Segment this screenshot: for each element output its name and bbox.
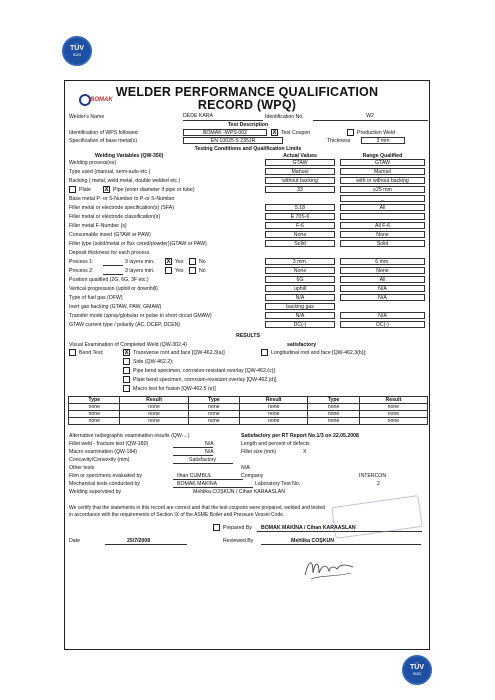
variable-label: Type of fuel gas (OFW)	[69, 295, 123, 301]
fillet-label: Fillet weld - fracture test (QW-180)	[69, 441, 149, 447]
table-cell: none	[308, 404, 359, 411]
variable-actual: backing gas	[265, 303, 335, 310]
mech-value: BOMAK MAKINA	[177, 481, 218, 487]
variable-actual: 33	[265, 186, 335, 193]
tuv-logo-bottom: TÜV SÜD	[402, 655, 432, 685]
process-2-label: Process 2:	[69, 268, 94, 274]
table-header-row	[69, 397, 428, 404]
prepared-value: BOMAK MAKİNA / Cihan KARAASLAN	[261, 525, 356, 531]
variable-label: Vertical progression (uphill or downhill)	[69, 286, 158, 292]
variable-range: N/A	[340, 312, 425, 319]
table-cell: none	[359, 404, 427, 411]
bend-side-label: Side (QW-462.2);	[133, 359, 174, 365]
company-label: Company	[241, 473, 264, 479]
base-metal-label: Specification of base metal(s)	[69, 138, 138, 144]
variable-actual: F-6	[265, 222, 335, 229]
concavity-underline	[173, 463, 233, 464]
tuv-logo-top: TÜV SÜD	[62, 36, 92, 66]
table-cell: none	[188, 404, 239, 411]
table-header: Result	[359, 397, 427, 404]
bomak-logo: BOMAK	[79, 94, 115, 110]
table-header: Result	[240, 397, 308, 404]
variable-range: with or without backing	[340, 177, 425, 184]
table-cell: none	[240, 411, 308, 418]
process-2-layers: 3 layers min.	[125, 268, 155, 274]
variable-label: Filler type (solid/metal or flux cored/powder)(GTAW or PAW)	[69, 241, 207, 247]
table-cell: none	[120, 411, 188, 418]
alt-rt-value: Satisfactory per RT Report No.1/3 on 22.05.2008	[241, 433, 359, 439]
wps-label: Identification of WPS followed	[69, 130, 138, 136]
variable-actual: N/A	[265, 312, 335, 319]
fillet-underline	[173, 447, 213, 448]
length-defects-label: Length and percent of defects	[241, 441, 310, 447]
visual-exam-value: satisfactory	[287, 342, 317, 348]
variable-label: Inert gas backing (GTAW, PAW, GMAW)	[69, 304, 162, 310]
variable-actual: DC(-)	[265, 321, 335, 328]
variable-range: All F-6	[340, 222, 425, 229]
variable-label: Filler metal F-Number (s)	[69, 223, 127, 229]
macro-fusion-checkbox[interactable]	[123, 385, 130, 392]
variable-range: _	[340, 195, 425, 202]
bend-pipe-label: Pipe bend specimen, corrosion-resistant overlay [QW-462.(c)]	[133, 368, 275, 374]
variable-range: Solid	[340, 240, 425, 247]
lab-label: Laboratory Test No.	[255, 481, 301, 487]
variable-range: 6 mm.	[340, 258, 425, 265]
table-header: Type	[188, 397, 239, 404]
bend-pipe-checkbox[interactable]	[123, 367, 130, 374]
fillet-size-label: Fillet size (mm)	[241, 449, 277, 455]
variable-actual: None	[265, 231, 335, 238]
variable-actual: without backing	[265, 177, 335, 184]
variable-actual: None	[265, 267, 335, 274]
id-underline	[313, 120, 428, 121]
alt-rt-label: Alternative radiographic examination results (QW-...)	[69, 433, 190, 439]
macro-value: N/A	[205, 449, 214, 455]
reviewed-value: Mehlika COŞKUN	[291, 538, 334, 544]
variable-range: N/A	[340, 285, 425, 292]
thickness-value: 3 mm	[361, 137, 405, 144]
id-label: Identification No.	[265, 114, 304, 120]
other-tests-label: Other tests	[69, 465, 95, 471]
fillet-value: N/A	[205, 441, 214, 447]
film-underline	[173, 479, 243, 480]
table-row	[69, 418, 428, 425]
mech-underline	[173, 487, 253, 488]
prepared-label: Prepared By	[223, 525, 252, 531]
table-cell: none	[188, 418, 239, 425]
bend-test-label: Bend Test;	[79, 350, 104, 356]
macro-underline	[173, 455, 213, 456]
welder-underline	[183, 120, 263, 121]
variable-label: Welding process(es)	[69, 160, 117, 166]
results-heading: RESULTS	[236, 333, 260, 339]
variable-label: Filler metal or electrode classification(s)	[69, 214, 161, 220]
results-table	[68, 396, 428, 425]
variable-label: Deposit thickness for each process	[69, 250, 150, 256]
variable-actual: GTAW	[265, 159, 335, 166]
variable-range: DC(-)	[340, 321, 425, 328]
company-stamp	[331, 495, 423, 539]
process-1-no-label: No	[199, 259, 206, 265]
process-1-label: Process 1:	[69, 259, 94, 265]
thickness-label: Thickness	[327, 138, 351, 144]
variable-range: GTAW	[340, 159, 425, 166]
certify-line1: We certify that the statements in this record are correct and that the test coupons were prepared, welded and tested	[69, 505, 325, 511]
table-cell: none	[69, 404, 120, 411]
pipe-label: Pipe (enter diameter if pipe or tube)	[113, 187, 195, 193]
table-cell: none	[120, 404, 188, 411]
process-1-yes-checkbox[interactable]: X	[166, 259, 171, 265]
company-value: INTERCON	[359, 473, 387, 479]
variable-actual: E 70S-6	[265, 213, 335, 220]
table-row	[69, 411, 428, 418]
plate-checkbox[interactable]	[69, 186, 76, 193]
table-header: Result	[120, 397, 188, 404]
process-1-yes-label: Yes	[175, 259, 184, 265]
process-2-yes-checkbox[interactable]	[165, 267, 172, 274]
variable-range: ≥25 mm	[340, 186, 425, 193]
table-cell: none	[359, 418, 427, 425]
bend-longitudinal-checkbox[interactable]	[261, 349, 268, 356]
wpq-form	[64, 80, 430, 650]
col-actual-heading: Actual Values	[283, 153, 317, 159]
table-cell: none	[308, 411, 359, 418]
prepared-checkbox[interactable]	[213, 524, 220, 531]
variable-actual: uphill	[265, 285, 335, 292]
variable-label: Base metal P- or S-Number to P-or S-Number	[69, 196, 175, 202]
certify-line2: in accordance with the requirements of Section IX of the ASME Boiler and Pressure Vessel Code.	[69, 512, 285, 518]
table-cell: none	[69, 411, 120, 418]
bend-transverse-checkbox[interactable]: X	[124, 350, 129, 356]
variable-label: GTAW current type / polarity (AC, DCEP, DCEN)	[69, 322, 181, 328]
variable-range: None	[340, 267, 425, 274]
bend-longitudinal-label: Longitudinal root and face [QW-462.3(b)];	[271, 350, 367, 356]
variable-label: Consumable insert (GTAW or PAW)	[69, 232, 151, 238]
bend-transverse-label: Transverse root and face [QW-462.3(a)]	[133, 350, 225, 356]
variable-actual: Solid	[265, 240, 335, 247]
table-header: Type	[69, 397, 120, 404]
bend-plate-checkbox[interactable]	[123, 376, 130, 383]
macro-fusion-label: Macro test for fusion [QW-462.5 (e)]	[133, 386, 216, 392]
process-1-no-checkbox[interactable]	[189, 258, 196, 265]
process-1-line	[103, 265, 123, 266]
variable-label: Type used (manual, semi-auto etc.)	[69, 169, 151, 175]
process-2-no-checkbox[interactable]	[189, 267, 196, 274]
date-underline	[105, 544, 187, 545]
date-label: Date	[69, 538, 80, 544]
base-metal-value: EN 10025 S 235JR	[183, 137, 283, 144]
visual-exam-label: Visual Examination of Completed Weld (QW-302.4)	[69, 342, 187, 348]
table-header: Type	[308, 397, 359, 404]
bend-side-checkbox[interactable]	[123, 358, 130, 365]
process-1-layers: 3 layers min.	[125, 259, 155, 265]
pipe-checkbox[interactable]: X	[104, 187, 109, 193]
film-value: Ilhan CUMBUL	[177, 473, 212, 479]
variable-label: Position qualified (2G, 6G, 3F etc.)	[69, 277, 149, 283]
welder-label: Welder's Name	[69, 114, 105, 120]
table-cell: none	[240, 404, 308, 411]
table-cell: none	[308, 418, 359, 425]
lab-value: 2	[377, 481, 380, 487]
welder-name: DEDE KARA	[183, 113, 213, 119]
table-row	[69, 404, 428, 411]
variable-label: Transfer mode (spray/globular or pulse to short circuit GMAW)	[69, 313, 212, 319]
process-2-no-label: No	[199, 268, 206, 274]
macro-label: Macro examination (QW-184)	[69, 449, 137, 455]
variable-range: All	[340, 276, 425, 283]
table-cell: none	[188, 411, 239, 418]
col-variables-heading: Welding Variables (QW-350)	[95, 153, 164, 159]
table-cell: none	[69, 418, 120, 425]
variable-actual: N/A	[265, 294, 335, 301]
variable-actual: 6G	[265, 276, 335, 283]
variable-range: All	[340, 204, 425, 211]
test-coupon-checkbox[interactable]: X	[272, 130, 277, 136]
other-tests-value: N/A	[241, 465, 250, 471]
reviewed-label: Reviewed By	[223, 538, 254, 544]
concavity-value: Satisfactory	[189, 457, 217, 463]
film-label: Film or specimens evaluated by	[69, 473, 142, 479]
table-cell: none	[240, 418, 308, 425]
concavity-label: Concavity/Convexity (mm)	[69, 457, 130, 463]
variable-range	[340, 213, 425, 220]
bend-plate-label: Plate bend specimen, corrosion-resistant overlay [QW-462.(d)]	[133, 377, 277, 383]
table-cell: none	[120, 418, 188, 425]
variable-actual: 5.18	[265, 204, 335, 211]
variable-label: Filler metal or electrode specification(s) (SFA)	[69, 205, 174, 211]
signature	[301, 555, 361, 583]
conditions-heading: Testing Conditions and Qualification Limits	[194, 146, 302, 152]
process-2-yes-label: Yes	[175, 268, 184, 274]
variable-actual: 3 mm.	[265, 258, 335, 265]
supervised-label: Welding supervised by	[69, 489, 122, 495]
test-coupon-label: Test Coupon	[281, 130, 311, 136]
variable-range: None	[340, 231, 425, 238]
mech-label: Mechanical tests conducted by	[69, 481, 140, 487]
plate-label: Plate	[79, 187, 91, 193]
variable-actual: Manuel	[265, 168, 335, 175]
form-title-line1: WELDER PERFORMANCE QUALIFICATION	[115, 85, 379, 99]
variable-range: Manuel	[340, 168, 425, 175]
col-range-heading: Range Qualified	[362, 153, 403, 159]
production-weld-label: Production Weld	[357, 130, 395, 136]
variable-label: Backing ( metal, weld metal, double welded etc.)	[69, 178, 181, 184]
table-cell: none	[359, 411, 427, 418]
bend-test-checkbox[interactable]	[69, 349, 76, 356]
reviewed-underline	[261, 544, 421, 545]
variable-range: N/A	[340, 294, 425, 301]
process-2-line	[103, 274, 123, 275]
form-title-line2: RECORD (WPQ)	[197, 98, 297, 112]
wps-value: BOMAK -WPS-002	[183, 129, 267, 136]
fillet-size-value: X	[303, 449, 307, 455]
id-value: W2	[366, 113, 374, 119]
test-description-heading: Test Description	[227, 122, 269, 128]
production-weld-checkbox[interactable]	[347, 129, 354, 136]
date-value: 25/7/2008	[127, 538, 151, 544]
supervised-value: Mehlika COŞKUN / Cihan KARAASLAN	[193, 489, 285, 495]
